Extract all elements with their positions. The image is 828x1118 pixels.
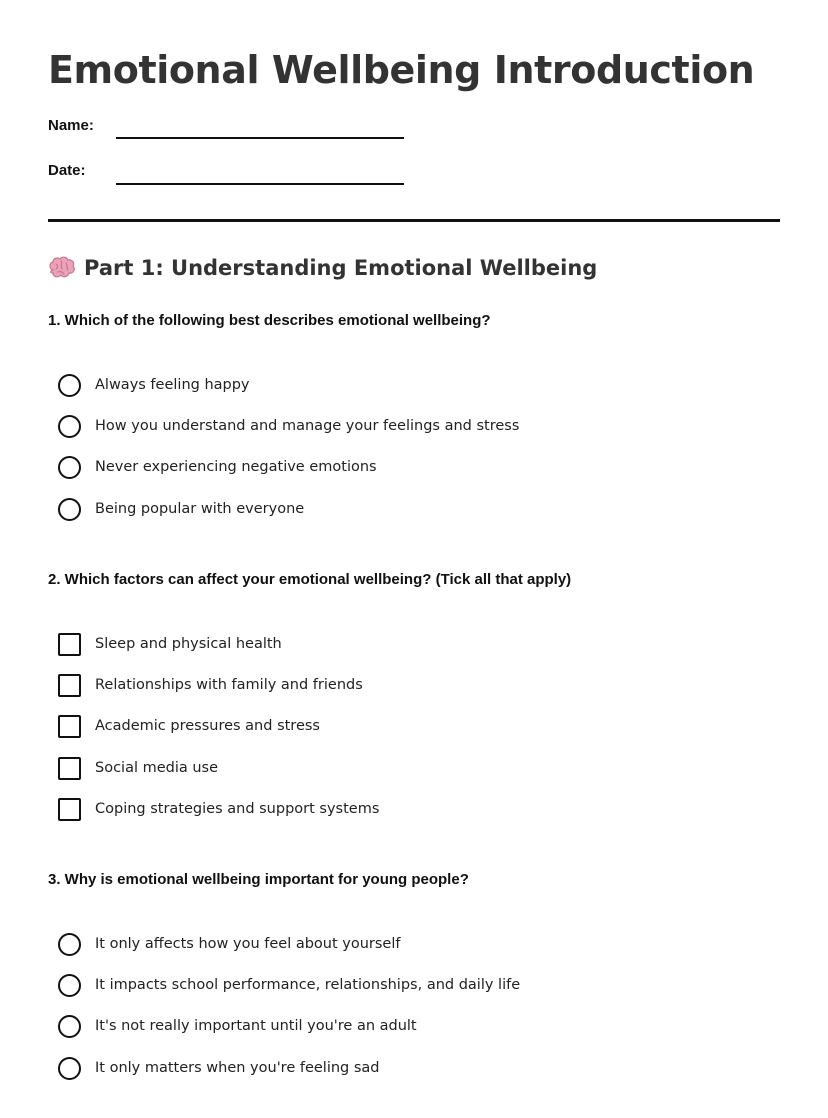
section-heading-text: Part 1: Understanding Emotional Wellbeing	[84, 256, 598, 280]
checkbox[interactable]	[58, 674, 81, 697]
section-heading-part-1	[48, 256, 597, 280]
option-label: Academic pressures and stress	[95, 718, 320, 734]
q1-option-3[interactable]	[58, 455, 377, 479]
option-label: Social media use	[95, 760, 219, 776]
q2-option-1[interactable]	[58, 632, 282, 656]
q2-option-5[interactable]	[58, 797, 379, 821]
option-label: Being popular with everyone	[95, 501, 305, 517]
option-label: Never experiencing negative emotions	[95, 459, 377, 475]
date-label: Date:	[48, 162, 86, 179]
brain-icon	[48, 256, 76, 280]
checkbox[interactable]	[58, 633, 81, 656]
checkbox[interactable]	[58, 798, 81, 821]
radio-button[interactable]	[58, 974, 81, 997]
radio-button[interactable]	[58, 1015, 81, 1038]
option-label: It only matters when you're feeling sad	[95, 1060, 380, 1076]
date-field[interactable]	[116, 183, 404, 185]
name-field[interactable]	[116, 137, 404, 139]
radio-button[interactable]	[58, 933, 81, 956]
name-label: Name:	[48, 117, 94, 134]
question-3: 3. Why is emotional wellbeing important for young people?	[48, 871, 469, 888]
radio-button[interactable]	[58, 498, 81, 521]
radio-button[interactable]	[58, 1057, 81, 1080]
radio-button[interactable]	[58, 415, 81, 438]
q2-option-4[interactable]	[58, 756, 218, 780]
option-label: Coping strategies and support systems	[95, 801, 380, 817]
q1-option-2[interactable]	[58, 414, 519, 438]
q1-option-1[interactable]	[58, 373, 250, 397]
q3-option-4[interactable]	[58, 1056, 380, 1080]
option-label: It impacts school performance, relationships, and daily life	[95, 977, 521, 993]
checkbox[interactable]	[58, 715, 81, 738]
radio-button[interactable]	[58, 374, 81, 397]
question-1: 1. Which of the following best describes emotional wellbeing?	[48, 312, 491, 329]
radio-button[interactable]	[58, 456, 81, 479]
header-divider	[48, 219, 780, 222]
q3-option-3[interactable]	[58, 1014, 417, 1038]
q2-option-3[interactable]	[58, 714, 320, 738]
q3-option-1[interactable]	[58, 932, 401, 956]
option-label: Relationships with family and friends	[95, 677, 363, 693]
checkbox[interactable]	[58, 757, 81, 780]
option-label: Always feeling happy	[95, 377, 250, 393]
q3-option-2[interactable]	[58, 973, 520, 997]
option-label: How you understand and manage your feelings and stress	[95, 418, 520, 434]
question-2: 2. Which factors can affect your emotional wellbeing? (Tick all that apply)	[48, 571, 572, 588]
q2-option-2[interactable]	[58, 673, 363, 697]
q1-option-4[interactable]	[58, 497, 304, 521]
page-title: Emotional Wellbeing Introduction	[48, 48, 755, 92]
option-label: It's not really important until you're an adult	[95, 1018, 417, 1034]
option-label: It only affects how you feel about yourself	[95, 936, 401, 952]
option-label: Sleep and physical health	[95, 636, 282, 652]
